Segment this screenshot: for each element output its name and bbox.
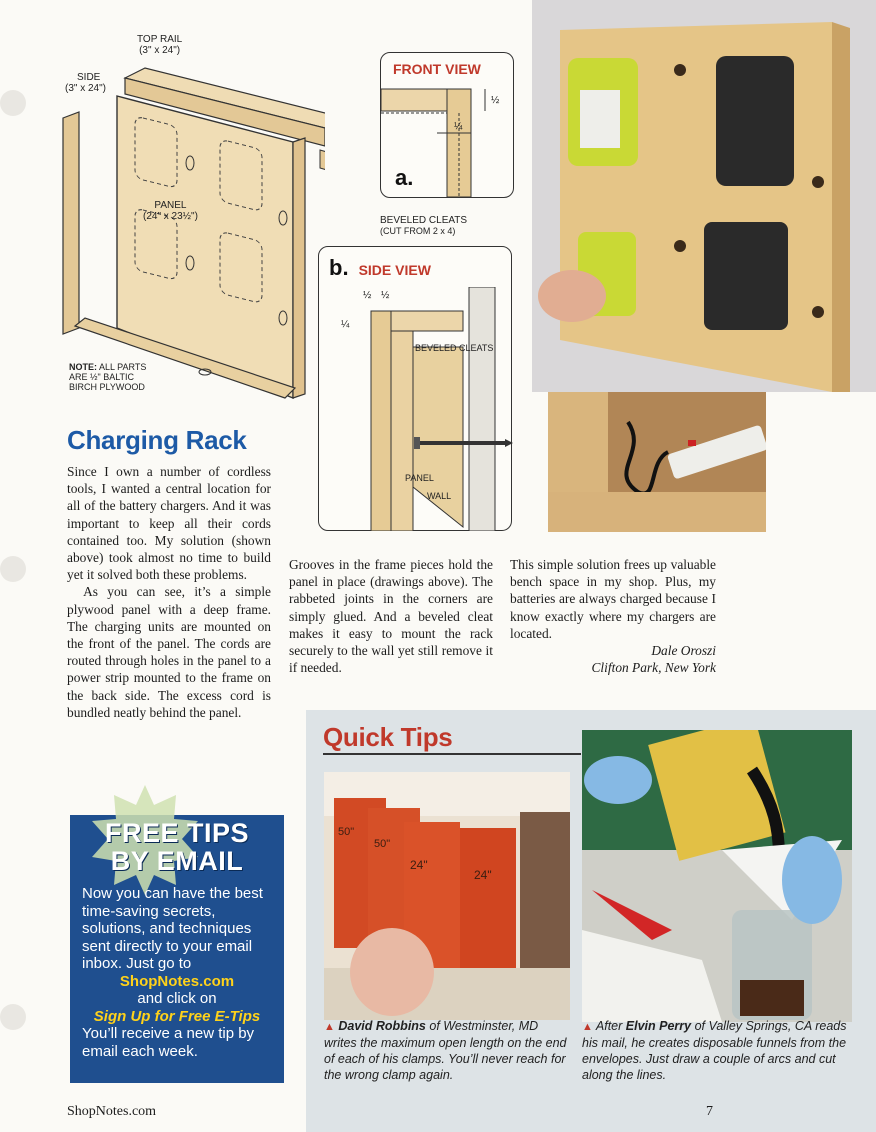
- top-rail-size: (3" x 24"): [139, 45, 181, 56]
- panel-name: PANEL: [154, 200, 187, 211]
- shopnotes-link[interactable]: ShopNotes.com: [119, 972, 235, 990]
- side-wall-label: WALL: [427, 491, 452, 501]
- cleats-sub: (CUT FROM 2 x 4): [380, 226, 456, 236]
- col1-paragraph-1: Since I own a number of cordless tools, I wanted a central location for all of the battery chargers. And it was important to keep all their cords contained too. My solution (shown above) took almost no time to build yet it solved both these problems.: [67, 464, 271, 583]
- clamp-label-2: 50": [374, 838, 391, 850]
- tip-1-caption: [324, 1018, 570, 1083]
- free-tips-line-1: FREE TIPS: [104, 818, 250, 848]
- free-tips-body: [70, 885, 284, 1060]
- detail-a-letter: a.: [395, 165, 414, 190]
- top-rail-name: TOP RAIL: [137, 34, 183, 45]
- tip-1-text: of Westminster, MD writes the maximum open length on the end of each of his clamps. You’ll never reach for the wrong clamp again.: [324, 1019, 567, 1082]
- front-dim-half: ½: [491, 95, 500, 106]
- exploded-drawing: [55, 28, 325, 413]
- clamp-label-1: 50": [338, 826, 355, 838]
- author-location: Clifton Park, New York: [591, 660, 716, 676]
- beveled-cleats-label: [380, 215, 467, 237]
- quick-tips-panel: [306, 710, 876, 1132]
- clamps-image: [324, 772, 570, 1020]
- article-column-1: [67, 463, 271, 721]
- triangle-icon: ▲: [324, 1021, 335, 1033]
- power-strip-image: [548, 392, 766, 532]
- side-name: SIDE: [77, 72, 101, 83]
- tip-2-text: of Valley Springs, CA reads his mail, he creates disposable funnels from the envelopes. Just draw a couple of arcs and cut along the lines.: [582, 1019, 847, 1082]
- side-cleats-label: [415, 343, 493, 353]
- detail-a-front-view: [380, 52, 514, 198]
- tip-1-name: David Robbins: [338, 1019, 426, 1033]
- free-tips-text-1: Now you can have the best time-saving secrets, solutions, and techniques sent directly to your email inbox. Just go to: [82, 885, 263, 972]
- side-view-heading: [329, 255, 431, 281]
- detail-b-letter: b.: [329, 255, 349, 280]
- free-tips-line-2: BY EMAIL: [110, 846, 244, 876]
- clamps-photo: [324, 772, 570, 1020]
- col2-paragraph-1: Grooves in the frame pieces hold the panel in place (drawings above). The rabbeted joints in the corners are simply glued. And a beveled cleat makes it easy to mount the rack securely to the wall yet still remove it if needed.: [289, 557, 493, 676]
- tip-2-pre: After: [592, 1019, 626, 1033]
- side-dim-half-1: ½: [363, 290, 372, 301]
- article-title: Charging Rack: [67, 425, 247, 455]
- triangle-icon: ▲: [582, 1021, 593, 1033]
- side-dim-quarter: ¼: [341, 319, 350, 330]
- cleats-name: BEVELED CLEATS: [380, 215, 468, 226]
- article-column-2: [289, 556, 493, 676]
- signup-link[interactable]: Sign Up for Free E-Tips: [93, 1007, 261, 1025]
- panel-size: (24" x 23½"): [143, 211, 198, 222]
- side-panel-label: PANEL: [405, 473, 434, 483]
- footer-site: ShopNotes.com: [67, 1104, 157, 1119]
- detail-b-side-view: [318, 246, 512, 531]
- page-number: 7: [706, 1104, 713, 1119]
- quick-tips-title: Quick Tips: [323, 722, 453, 752]
- charging-rack-photo: [532, 0, 876, 392]
- binder-hole-1: [0, 90, 26, 116]
- binder-hole-3: [0, 1004, 26, 1030]
- front-view-title: FRONT VIEW: [393, 61, 481, 77]
- tip-2-caption: [582, 1018, 854, 1083]
- free-tips-heading: [70, 819, 284, 875]
- note-heading: NOTE:: [69, 362, 97, 372]
- funnel-image: [582, 730, 852, 1022]
- clamp-label-4: 24": [474, 868, 492, 882]
- top-rail-label: [137, 34, 182, 56]
- note-text: ALL PARTS ARE ½" BALTIC BIRCH PLYWOOD: [69, 362, 147, 392]
- plywood-note: [69, 362, 159, 392]
- side-view-title: SIDE VIEW: [358, 262, 431, 278]
- quick-tips-rule: [323, 753, 581, 755]
- clamp-label-3: 24": [410, 858, 428, 872]
- side-dim-half-2: ½: [381, 290, 390, 301]
- free-tips-text-3: You’ll receive a new tip by email each week.: [82, 1025, 255, 1060]
- binder-hole-2: [0, 556, 26, 582]
- panel-label: [143, 200, 198, 222]
- tip-2-name: Elvin Perry: [625, 1019, 692, 1033]
- free-tips-text-2: and click on: [137, 990, 217, 1007]
- rack-with-chargers-image: [532, 0, 876, 392]
- side-cleats-text: BEVELED CLEATS: [415, 343, 494, 353]
- col3-paragraph-1: This simple solution frees up valuable bench space in my shop. Plus, my batteries are always charged because I know exactly where my chargers are located.: [510, 557, 716, 641]
- power-strip-photo: [548, 392, 766, 532]
- author-name: Dale Oroszi: [651, 643, 716, 659]
- funnel-photo: [582, 730, 852, 1022]
- col1-paragraph-2: As you can see, it’s a simple plywood panel with a deep frame. The charging units are mounted on the front of the panel. The cords are routed through holes in the panel to a power strip mounted to the frame on the back side. The excess cord is bundled neatly behind the panel.: [67, 584, 271, 720]
- side-label: [65, 72, 106, 94]
- side-size: (3" x 24"): [65, 83, 107, 94]
- front-dim-quarter: ¼: [454, 121, 463, 132]
- article-column-3: [510, 556, 716, 676]
- free-tips-box[interactable]: [70, 815, 284, 1083]
